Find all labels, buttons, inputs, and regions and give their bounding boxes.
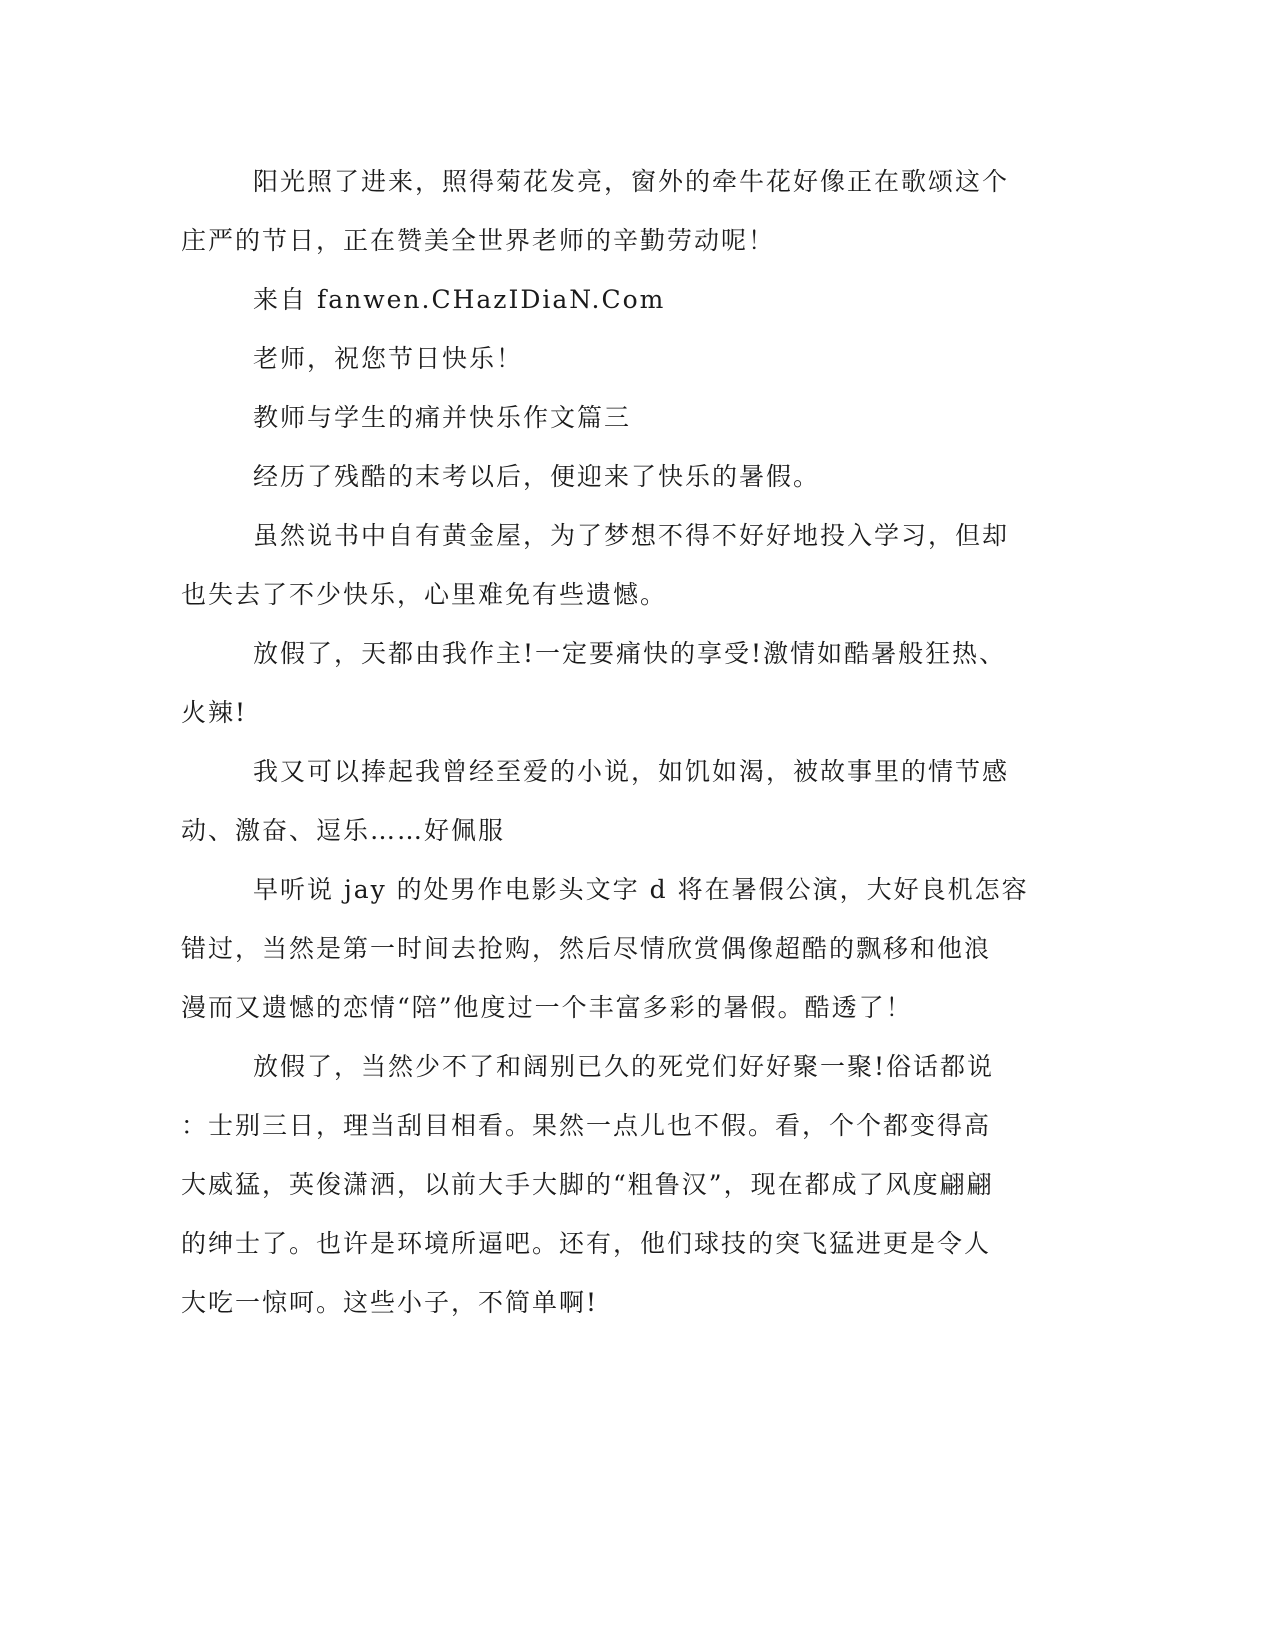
paragraph-line: 大吃一惊呵。这些小子，不简单啊! [181, 1288, 599, 1317]
section-title: 教师与学生的痛并快乐作文篇三 [253, 403, 632, 432]
document-body [181, 160, 1031, 1340]
paragraph-line: 经历了残酷的末考以后，便迎来了快乐的暑假。 [253, 462, 821, 491]
paragraph-line: 大威猛，英俊潇洒，以前大手大脚的“粗鲁汉”，现在都成了风度翩翩 [181, 1170, 994, 1199]
paragraph-line: 阳光照了进来，照得菊花发亮，窗外的牵牛花好像正在歌颂这个 [253, 167, 1010, 196]
paragraph-line: 放假了，当然少不了和阔别已久的死党们好好聚一聚!俗话都说 [253, 1052, 995, 1081]
source-line: 来自 fanwen.CHazIDiaN.Com [253, 285, 666, 314]
paragraph-line: 错过，当然是第一时间去抢购，然后尽情欣赏偶像超酷的飘移和他浪 [181, 934, 992, 963]
paragraph-line: 漫而又遗憾的恋情“陪”他度过一个丰富多彩的暑假。酷透了！ [181, 993, 913, 1022]
paragraph-line: ：士别三日，理当刮目相看。果然一点儿也不假。看，个个都变得高 [181, 1111, 992, 1140]
paragraph-line: 放假了，天都由我作主!一定要痛快的享受!激情如酷暑般狂热、 [253, 639, 1007, 668]
paragraph-line: 也失去了不少快乐，心里难免有些遗憾。 [181, 580, 668, 609]
paragraph-line: 火辣! [181, 698, 248, 727]
paragraph-line: 虽然说书中自有黄金屋，为了梦想不得不好好地投入学习，但却 [253, 521, 1010, 550]
paragraph-line: 动、激奋、逗乐……好佩服 [181, 816, 506, 845]
paragraph-line: 老师，祝您节日快乐！ [253, 344, 524, 373]
paragraph-line: 我又可以捧起我曾经至爱的小说，如饥如渴，被故事里的情节感 [253, 757, 1010, 786]
paragraph-line: 早听说 jay 的处男作电影头文字 d 将在暑假公演，大好良机怎容 [253, 875, 1029, 904]
paragraph-line: 的绅士了。也许是环境所逼吧。还有，他们球技的突飞猛进更是令人 [181, 1229, 992, 1258]
paragraph-line: 庄严的节日，正在赞美全世界老师的辛勤劳动呢！ [181, 226, 776, 255]
